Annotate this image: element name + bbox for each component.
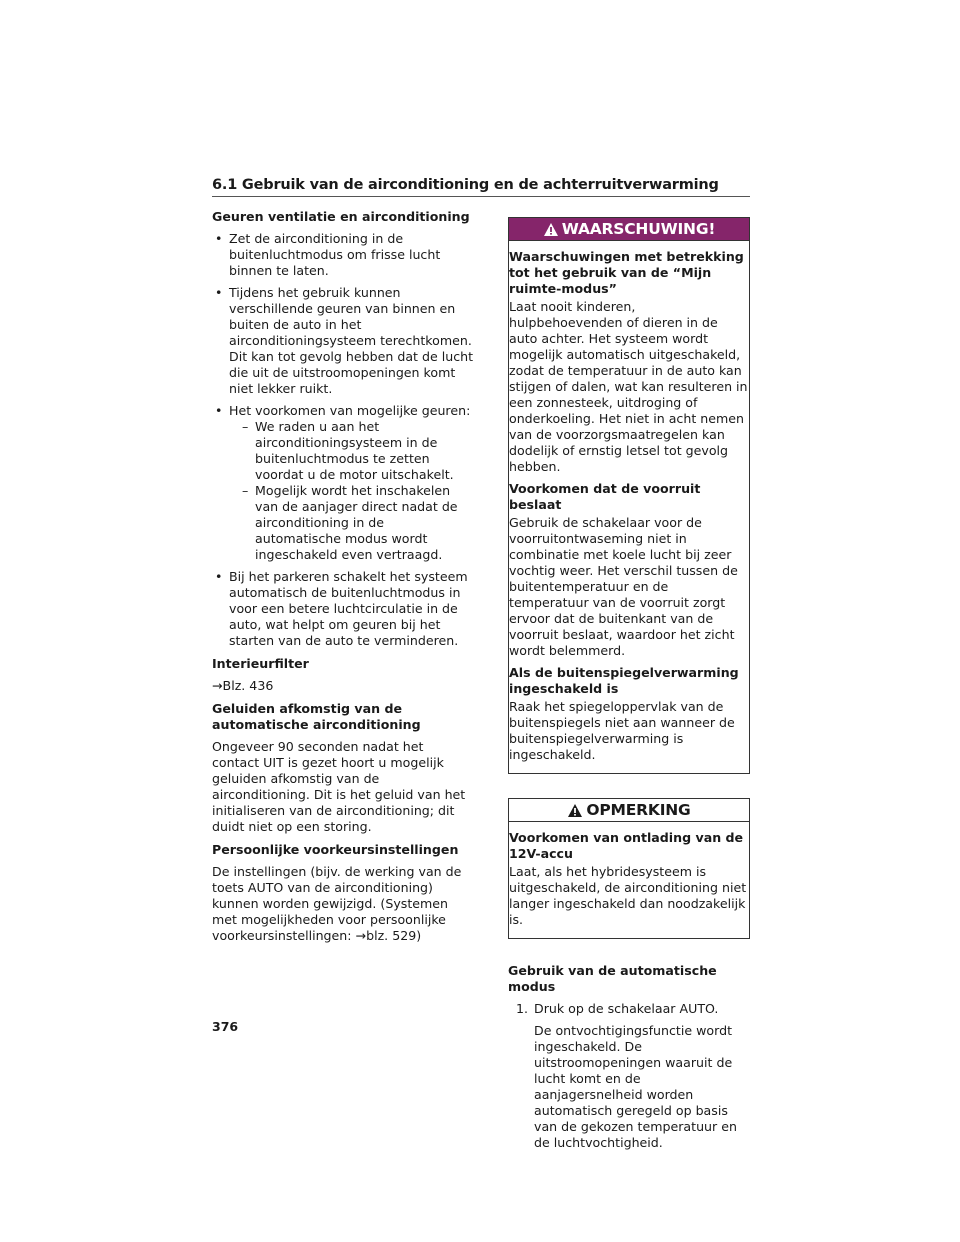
warning-box-body <box>509 241 749 773</box>
list-item <box>212 285 474 397</box>
note-text: Laat, als het hybridesysteem is uitgeschakeld, de airconditioning niet langer ingeschakeld dan noodzakelijk is. <box>509 864 747 927</box>
section-heading-auto-mode: Gebruik van de automatische modus <box>508 963 717 994</box>
sub-list-item: – We raden u aan het airconditioningsysteem in de buitenluchtmodus te zetten voordat u de motor uitschakelt. <box>229 419 474 483</box>
warning-box <box>508 217 750 774</box>
left-column <box>212 209 474 951</box>
warning-section-heading: Als de buitenspiegelverwarming ingeschakeld is <box>509 665 739 696</box>
filter-page-reference[interactable]: →Blz. 436 <box>212 678 274 693</box>
note-title: OPMERKING <box>586 801 691 819</box>
section-heading-preferences: Persoonlijke voorkeursinstellingen <box>212 842 459 857</box>
warning-section-heading: Waarschuwingen met betrekking tot het gebruik van de “Mijn ruimte-modus” <box>509 249 744 296</box>
section-heading-sounds: Geluiden afkomstig van de automatische airconditioning <box>212 701 421 732</box>
step-description: De ontvochtigingsfunctie wordt ingeschakeld. De uitstroomopeningen waaruit de lucht komt en de aanjagersnelheid worden automatisch geregeld op basis van de gekozen temperatuur en de luchtvochtigheid. <box>534 1023 737 1150</box>
section-heading-smells: Geuren ventilatie en airconditioning <box>212 209 470 224</box>
note-box-body <box>509 822 749 938</box>
sub-bullet-list <box>229 419 474 563</box>
bullet-text: Bij het parkeren schakelt het systeem automatisch de buitenluchtmodus in voor een betere luchtcirculatie in de auto, wat helpt om geuren bij het starten van de auto te verminderen. <box>229 569 468 648</box>
warning-triangle-icon <box>543 222 559 237</box>
warning-section-text: Gebruik de schakelaar voor de voorruitontwaseming niet in combinatie met koele lucht bij zeer vochtig weer. Het verschil tussen de buitentemperatuur en de temperatuur van de voorruit zorgt ervoor dat de buitenkant van de voorruit beslaat, waardoor het zicht wordt belemmerd. <box>509 515 738 658</box>
note-box-header <box>509 799 749 822</box>
warning-section-heading: Voorkomen dat de voorruit beslaat <box>509 481 701 512</box>
step-number: 1. <box>516 1001 529 1016</box>
section-heading-filter: Interieurfilter <box>212 656 309 671</box>
warning-title: WAARSCHUWING! <box>561 220 716 238</box>
caution-triangle-icon <box>567 803 583 818</box>
page-header-title: 6.1 Gebruik van de airconditioning en de achterruitverwarming <box>212 177 750 197</box>
bullet-text: Tijdens het gebruik kunnen verschillende geuren van binnen en buiten de auto in het airconditioningsysteem terechtkomen. Dit kan tot gevolg hebben dat de lucht die uit de uitstroomopeningen komt niet lekker ruikt. <box>229 285 474 396</box>
warning-section-text: Raak het spiegeloppervlak van de buitenspiegels niet aan wanneer de buitenspiegelverwarming is ingeschakeld. <box>509 699 735 762</box>
note-heading: Voorkomen van ontlading van de 12V-accu <box>509 830 744 861</box>
sounds-text: Ongeveer 90 seconden nadat het contact UIT is gezet hoort u mogelijk geluiden afkomstig van de airconditioning. Dit is het geluid van het initialiseren van de airconditioning; dit duidt niet op een storing. <box>212 739 466 834</box>
list-item <box>212 403 474 563</box>
preferences-text: De instellingen (bijv. de werking van de toets AUTO van de airconditioning) kunnen worden gewijzigd. (Systemen met mogelijkheden voor persoonlijke voorkeursinstellingen: →blz. 529) <box>212 864 462 943</box>
smells-bullet-list <box>212 231 474 649</box>
bullet-text: Het voorkomen van mogelijke geuren: <box>229 403 471 418</box>
right-column <box>508 217 750 1151</box>
warning-section-text: Laat nooit kinderen, hulpbehoevenden of dieren in de auto achter. Het systeem wordt mogelijk automatisch uitgeschakeld, zodat de temperatuur in de auto kan stijgen of dalen, wat kan resulteren in een zonnesteek, uitdroging of onderkoeling. Het niet in acht nemen van de voorzorgsmaatregelen kan dodelijk of ernstig letsel tot gevolg hebben. <box>509 299 748 474</box>
bullet-text: Zet de airconditioning in de buitenluchtmodus om frisse lucht binnen te laten. <box>229 231 441 278</box>
step-item <box>508 1001 750 1151</box>
list-item <box>212 569 474 649</box>
sub-list-item: – Mogelijk wordt het inschakelen van de aanjager direct nadat de airconditioning in de automatische modus wordt ingeschakeld even vertraagd. <box>229 483 474 563</box>
step-text: Druk op de schakelaar AUTO. <box>534 1001 719 1016</box>
list-item <box>212 231 474 279</box>
page-number: 376 <box>212 1019 239 1034</box>
warning-box-header <box>509 218 749 241</box>
note-box <box>508 798 750 939</box>
